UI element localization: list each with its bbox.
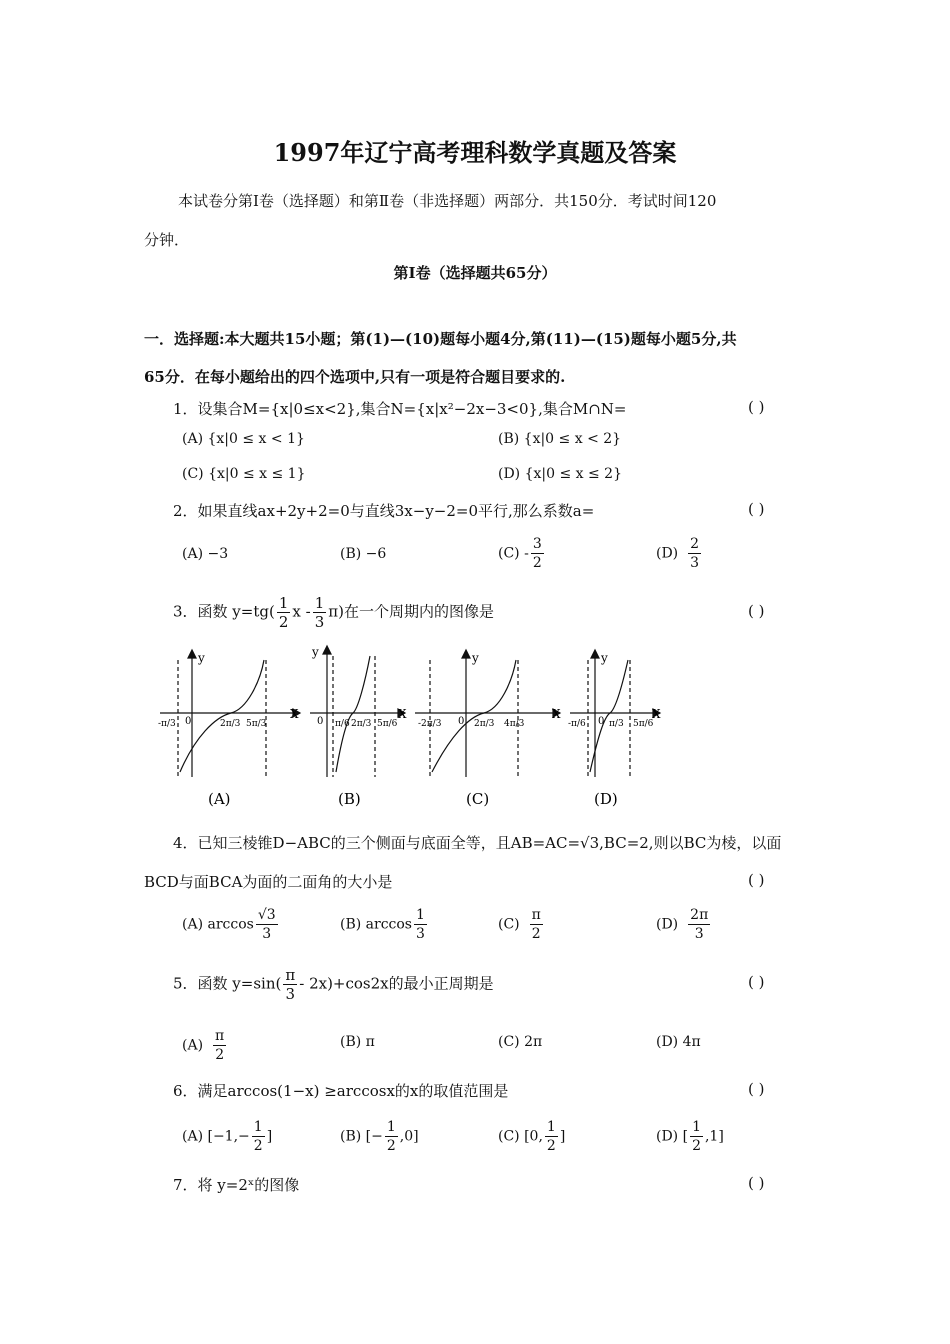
section1-line-2: 65分．在每小题给出的四个选项中,只有一项是符合题目要求的. <box>144 368 566 386</box>
q5-option-a: (A) $\frac{\pi}{2}$ <box>182 1028 225 1063</box>
graph-c-tick-2: 2π/3 <box>474 719 495 729</box>
q3-answer-blank: ( ) <box>748 602 765 620</box>
graph-a-tick-3: 5π/3 <box>246 719 267 729</box>
q6-option-a: (A) [−1,− $\frac{1}{2}$ ] <box>182 1119 273 1154</box>
q6-option-b: (B) [− $\frac{1}{2}$ ,0] <box>340 1119 419 1154</box>
q1-stem: 1．设集合M={x|0≤x<2},集合N={x|x²−2x−3<0},集合M∩N= <box>173 400 627 418</box>
q2-option-c: (C) - $\frac{3}{2}$ <box>498 536 542 571</box>
graph-a <box>160 650 300 777</box>
graph-a-origin: 0 <box>185 716 192 727</box>
q4-option-a: (A) arccos $\frac{√3}{3}$ <box>182 907 276 942</box>
q2-option-a: (A) −3 <box>182 546 229 562</box>
graph-b-tick-3: 5π/6 <box>377 719 398 729</box>
graph-a-tick-1: -π/3 <box>158 719 176 729</box>
svg-text:y: y <box>472 651 479 665</box>
graph-a-label: (A) <box>208 790 231 808</box>
page-title: 1997年辽宁高考理科数学真题及答案 <box>273 138 677 167</box>
q6-stem: 6．满足arccos(1−x) ≥arccosx的x的取值范围是 <box>173 1082 509 1100</box>
intro-line-2: 分钟． <box>144 231 190 249</box>
part1-heading: 第Ⅰ卷（选择题共65分） <box>393 264 557 282</box>
svg-text:X: X <box>398 707 407 721</box>
q1-answer-blank: ( ) <box>748 398 765 416</box>
q7-answer-blank: ( ) <box>748 1174 765 1192</box>
q2-option-d: (D) $\frac{2}{3}$ <box>656 536 700 571</box>
q5-option-c: (C) 2π <box>498 1034 543 1050</box>
graph-d-tick-2: π/3 <box>609 719 624 729</box>
q1-option-b: (B) {x|0 ≤ x < 2} <box>498 431 622 447</box>
q4-option-c: (C) $\frac{\pi}{2}$ <box>498 907 541 942</box>
graph-d-tick-1: -π/6 <box>568 719 586 729</box>
q5-option-d: (D) 4π <box>656 1034 701 1050</box>
section1-line-1: 一．选择题:本大题共15小题；第(1)—(10)题每小题4分,第(11)—(15)题每小题5分,共 <box>144 330 737 348</box>
graph-c-label: (C) <box>466 790 490 808</box>
svg-text:X: X <box>552 707 561 721</box>
q5-answer-blank: ( ) <box>748 973 765 991</box>
svg-text:0: 0 <box>598 716 605 727</box>
q5-option-b: (B) π <box>340 1034 375 1050</box>
q4-option-b: (B) arccos $\frac{1}{3}$ <box>340 907 425 942</box>
q1-option-d: (D) {x|0 ≤ x ≤ 2} <box>498 466 622 482</box>
q2-option-b: (B) −6 <box>340 546 387 562</box>
graph-d-label: (D) <box>594 790 618 808</box>
q4-line-2: BCD与面BCA为面的二面角的大小是 <box>144 873 393 891</box>
q4-answer-blank: ( ) <box>748 871 765 889</box>
q2-stem: 2．如果直线ax+2y+2=0与直线3x−y−2=0平行,那么系数a= <box>173 502 595 520</box>
q6-option-c: (C) [0, $\frac{1}{2}$ ] <box>498 1119 566 1154</box>
graph-b <box>310 646 405 777</box>
svg-text:0: 0 <box>317 716 324 727</box>
graph-c-tick-3: 4π/3 <box>504 719 525 729</box>
graph-d <box>570 650 660 777</box>
q5-stem: 5．函数 y=sin( $\frac{\pi}{3}$ - 2x)+cos2x的最小正周期是 <box>173 966 494 1003</box>
graph-c-tick-1: -2π/3 <box>418 719 442 729</box>
q7-stem: 7．将 y=2ˣ的图像 <box>173 1176 300 1194</box>
svg-text:y: y <box>601 651 608 665</box>
q6-option-d: (D) [ $\frac{1}{2}$ ,1] <box>656 1119 724 1154</box>
graph-b-tick-2: 2π/3 <box>351 719 372 729</box>
graph-b-tick-1: π/6 <box>335 719 350 729</box>
graph-c <box>415 650 560 777</box>
q6-answer-blank: ( ) <box>748 1080 765 1098</box>
q2-answer-blank: ( ) <box>748 500 765 518</box>
graph-b-label: (B) <box>338 790 361 808</box>
svg-text:X: X <box>652 707 661 721</box>
q3-graphs <box>140 642 680 812</box>
q1-option-c: (C) {x|0 ≤ x ≤ 1} <box>182 466 306 482</box>
q1-option-a: (A) {x|0 ≤ x < 1} <box>182 431 305 447</box>
q4-option-d: (D) $\frac{2\pi}{3}$ <box>656 907 709 942</box>
graph-a-tick-2: 2π/3 <box>220 719 241 729</box>
graph-d-tick-3: 5π/6 <box>633 719 654 729</box>
graph-a-x-label: X <box>290 707 299 721</box>
graph-a-y-label: y <box>198 651 205 665</box>
q3-stem: 3．函数 y=tg( $\frac{1}{2}$ x - $\frac{1}{3}$ π)在一个周期内的图像是 <box>173 594 494 631</box>
svg-text:0: 0 <box>458 716 465 727</box>
q4-line-1: 4．已知三棱锥D−ABC的三个侧面与底面全等，且AB=AC=√3,BC=2,则以BC为棱，以面 <box>173 834 782 852</box>
svg-text:y: y <box>312 645 319 659</box>
intro-line-1: 本试卷分第Ⅰ卷（选择题）和第Ⅱ卷（非选择题）两部分．共150分．考试时间120 <box>178 192 717 210</box>
